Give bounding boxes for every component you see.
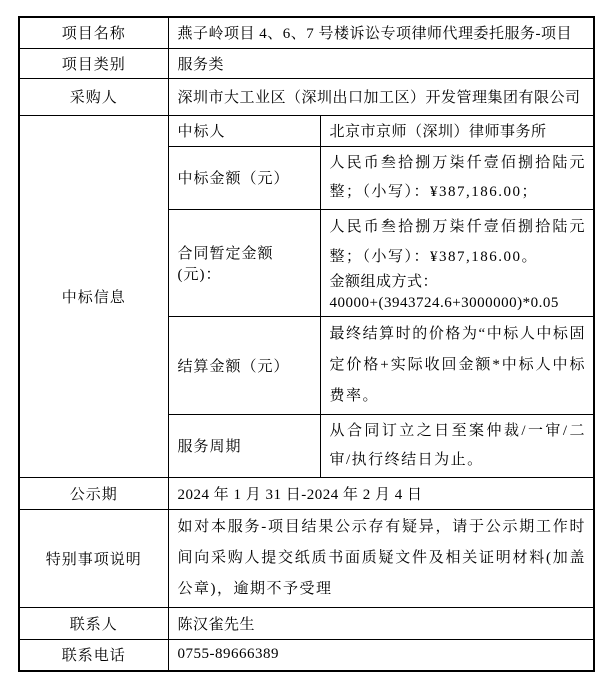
table-row-project-name	[19, 17, 594, 48]
publicity-period-value: 2024 年 1 月 31 日-2024 年 2 月 4 日	[168, 477, 594, 509]
table-row-contact-person	[19, 607, 594, 639]
publicity-period-label: 公示期	[19, 477, 168, 509]
table-row-bid-winner	[19, 115, 594, 146]
project-category-label: 项目类别	[19, 48, 168, 78]
contract-amount-composition-label: 金额组成方式：	[329, 273, 439, 290]
service-period-value: 从合同订立之日至案仲裁/一审/二审/执行终结日为止。	[320, 414, 594, 477]
contract-amount-text: 人民币叁拾捌万柒仟壹佰捌拾陆元整；（小写）：¥387,186.00。	[329, 218, 586, 265]
table-row-special-notes	[19, 509, 594, 607]
bid-amount-value: 人民币叁拾捌万柒仟壹佰捌拾陆元整；（小写）：¥387,186.00；	[320, 146, 594, 209]
table-row-purchaser	[19, 78, 594, 115]
contract-amount-value	[320, 209, 594, 316]
purchaser-value: 深圳市大工业区（深圳出口加工区）开发管理集团有限公司	[168, 78, 594, 115]
bid-winner-value: 北京市京师（深圳）律师事务所	[320, 115, 594, 146]
contact-phone-value: 0755-89666389	[168, 639, 594, 671]
project-category-value: 服务类	[168, 48, 594, 78]
contact-person-value: 陈汉雀先生	[168, 607, 594, 639]
special-notes-value: 如对本服务-项目结果公示存有疑异，请于公示期工作时间向采购人提交纸质书面质疑文件及相关证明材料(加盖公章)，逾期不予受理	[168, 509, 594, 607]
table-row-contact-phone	[19, 639, 594, 671]
table-row-project-category	[19, 48, 594, 78]
service-period-label: 服务周期	[168, 414, 320, 477]
bid-winner-label: 中标人	[168, 115, 320, 146]
bid-result-announcement-table	[18, 16, 595, 672]
settlement-amount-value: 最终结算时的价格为“中标人中标固定价格+实际收回金额*中标人中标费率。	[320, 316, 594, 414]
project-name-value: 燕子岭项目 4、6、7 号楼诉讼专项律师代理委托服务-项目	[168, 17, 594, 48]
purchaser-label: 采购人	[19, 78, 168, 115]
special-notes-label: 特别事项说明	[19, 509, 168, 607]
contract-amount-formula: 40000+(3943724.6+3000000)*0.05	[329, 294, 559, 311]
bid-info-label: 中标信息	[19, 115, 168, 477]
contact-phone-label: 联系电话	[19, 639, 168, 671]
settlement-amount-label: 结算金额（元）	[168, 316, 320, 414]
contract-amount-label: 合同暂定金额(元)：	[168, 209, 320, 316]
bid-amount-label: 中标金额（元）	[168, 146, 320, 209]
contact-person-label: 联系人	[19, 607, 168, 639]
table-row-publicity-period	[19, 477, 594, 509]
project-name-label: 项目名称	[19, 17, 168, 48]
